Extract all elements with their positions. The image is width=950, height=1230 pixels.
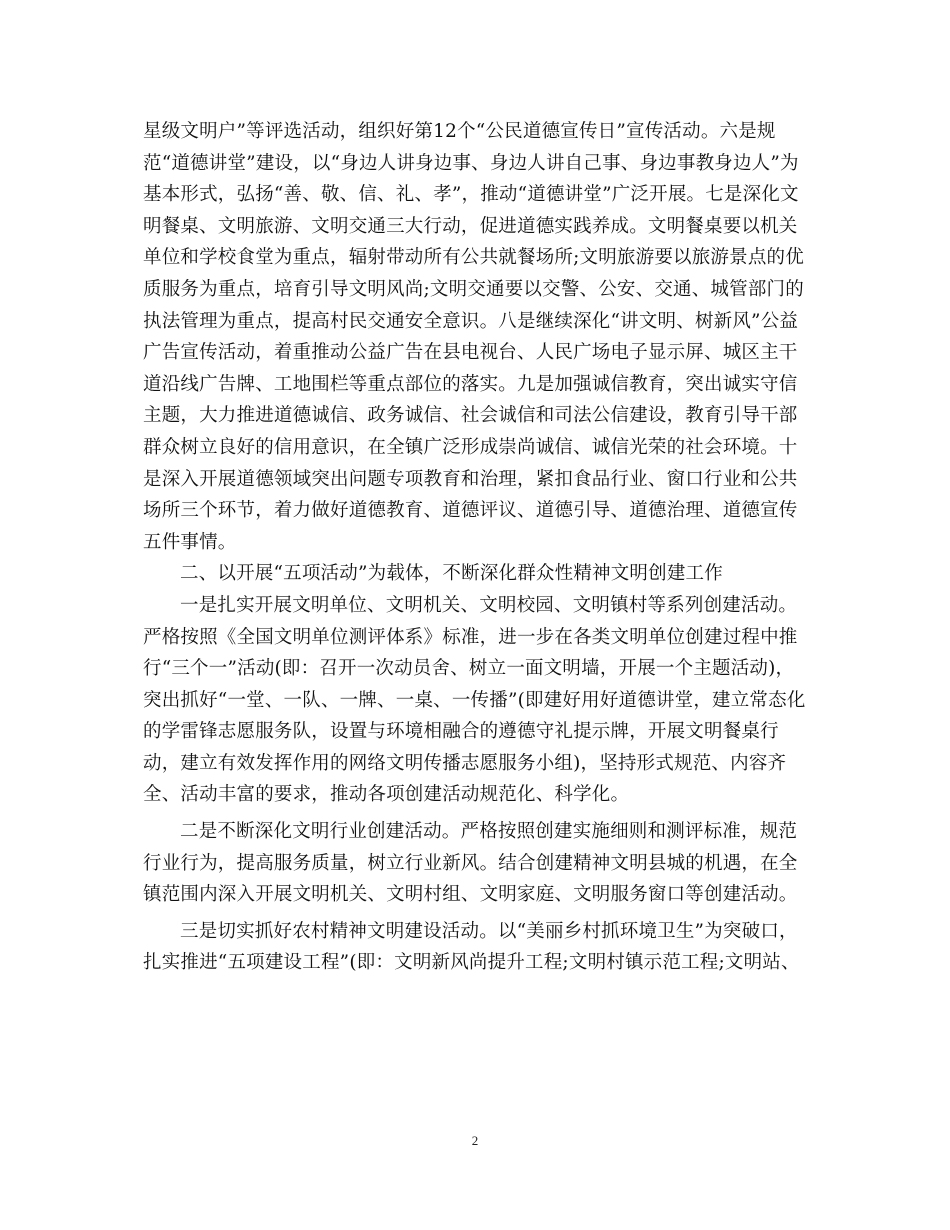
text-line: 单位和学校食堂为重点，辐射带动所有公共就餐场所;文明旅游要以旅游景点的优 <box>143 247 804 269</box>
text-line: 严格按照《全国文明单位测评体系》标准，进一步在各类文明单位创建过程中推 <box>143 626 798 648</box>
text-line: 执法管理为重点，提高村民交通安全意识。八是继续深化“讲文明、树新风”公益 <box>143 310 799 332</box>
text-line: 广告宣传活动，着重推动公益广告在县电视台、人民广场电子显示屏、城区主干 <box>143 342 798 364</box>
text-line: 行“三个一”活动(即：召开一次动员舍、树立一面文明墙，开展一个主题活动)， <box>143 658 795 680</box>
text-line: 明餐桌、文明旅游、文明交通三大行动，促进道德实践养成。文明餐桌要以机关 <box>143 215 798 237</box>
page-number: 2 <box>471 1133 479 1148</box>
text-line: 的学雷锋志愿服务队，设置与环境相融合的遵德守礼提示牌，开展文明餐桌行 <box>143 721 779 743</box>
text-line: 基本形式，弘扬“善、敬、信、礼、孝”，推动“道德讲堂”广泛开展。七是深化文 <box>143 184 799 206</box>
text-line: 一是扎实开展文明单位、文明机关、文明校园、文明镇村等系列创建活动。 <box>180 594 798 616</box>
section-heading: 二、以开展“五项活动”为载体，不断深化群众性精神文明创建工作 <box>180 563 723 585</box>
text-line: 范“道德讲堂”建设，以“身边人讲身边事、身边人讲自己事、身边事教身边人”为 <box>143 152 799 174</box>
text-line: 是深入开展道德领域突出问题专项教育和治理，紧扣食品行业、窗口行业和公共 <box>143 468 798 490</box>
text-line: 全、活动丰富的要求，推动各项创建活动规范化、科学化。 <box>143 784 630 806</box>
text-line: 三是切实抓好农村精神文明建设活动。以“美丽乡村抓环境卫生”为突破口， <box>180 920 798 942</box>
text-line: 场所三个环节，着力做好道德教育、道德评议、道德引导、道德治理、道德宣传 <box>143 500 798 522</box>
text-line: 动，建立有效发挥作用的网络文明传播志愿服务小组)，坚持形式规范、内容齐 <box>143 752 787 774</box>
text-line: 突出抓好“一堂、一队、一牌、一桌、一传播”(即建好用好道德讲堂，建立常态化 <box>143 689 806 711</box>
text-line: 群众树立良好的信用意识，在全镇广泛形成崇尚诚信、诚信光荣的社会环境。十 <box>143 436 798 458</box>
text-line: 主题，大力推进道德诚信、政务诚信、社会诚信和司法公信建设，教育引导干部 <box>143 405 798 427</box>
text-line: 扎实推进“五项建设工程”(即：文明新风尚提升工程;文明村镇示范工程;文明站、 <box>143 952 800 974</box>
text-line: 道沿线广告牌、工地围栏等重点部位的落实。九是加强诚信教育，突出诚实守信 <box>143 373 798 395</box>
text-line: 星级文明户”等评选活动，组织好第12个“公民道德宣传日”宣传活动。六是规 <box>143 121 776 142</box>
text-line: 质服务为重点，培育引导文明风尚;文明交通要以交警、公安、交通、城管部门的 <box>143 278 804 300</box>
text-line: 二是不断深化文明行业创建活动。严格按照创建实施细则和测评标准，规范 <box>180 821 798 843</box>
text-line: 五件事情。 <box>143 531 237 553</box>
text-line: 行业行为，提高服务质量，树立行业新风。结合创建精神文明县城的机遇，在全 <box>143 852 798 874</box>
body-text <box>143 116 809 979</box>
text-line: 镇范围内深入开展文明机关、文明村组、文明家庭、文明服务窗口等创建活动。 <box>143 884 798 906</box>
